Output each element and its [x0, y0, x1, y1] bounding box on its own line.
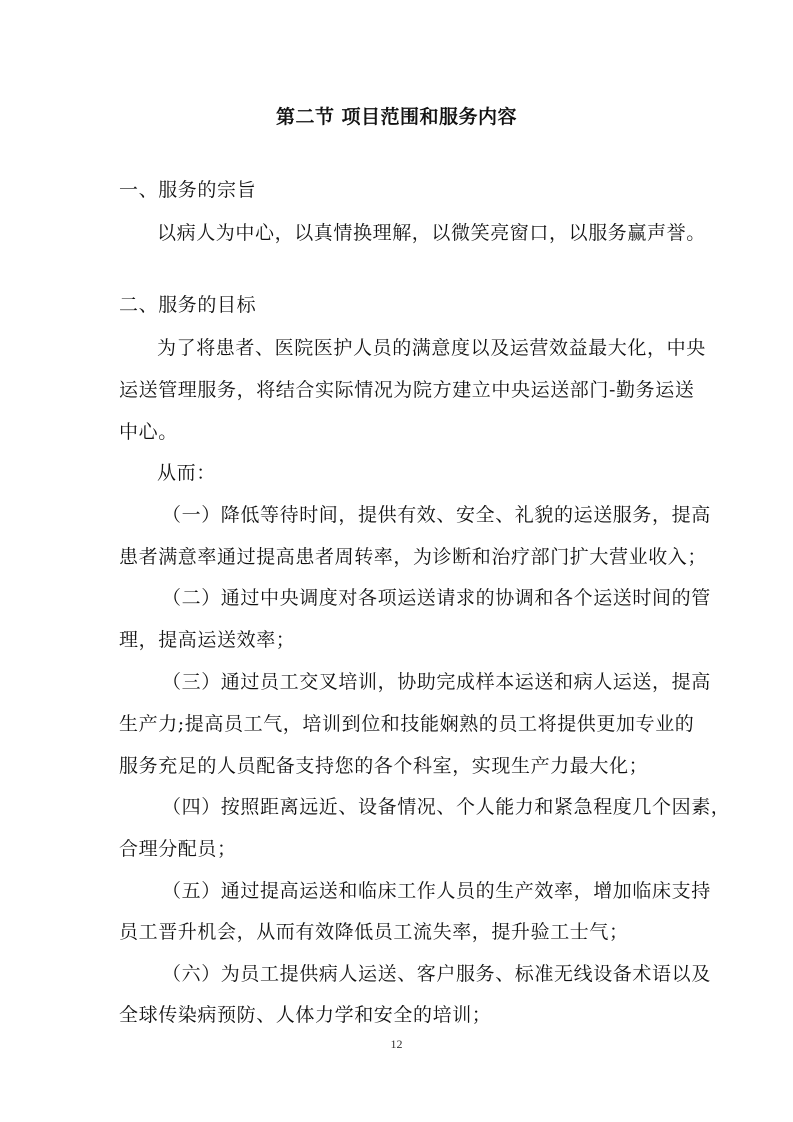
goals-intro-line: 中心。: [119, 421, 178, 443]
goal-item-line: （五）通过提高运送和临床工作人员的生产效率，增加临床支持: [162, 880, 711, 902]
goal-item-line: （六）为员工提供病人运送、客户服务、标准无线设备术语以及: [162, 963, 711, 985]
goals-intro-line: 为了将患者、医院医护人员的满意度以及运营效益最大化，中央: [157, 337, 706, 359]
goal-item-line: 理，提高运送效率；: [119, 629, 296, 651]
goal-item-line: 员工晋升机会，从而有效降低员工流失率，提升验工士气；: [119, 921, 629, 943]
page-title: 第二节 项目范围和服务内容: [275, 106, 518, 128]
goal-item-line: 服务充足的人员配备支持您的各个科室，实现生产力最大化；: [119, 755, 649, 777]
goal-item-line: 患者满意率通过提高患者周转率，为诊断和治疗部门扩大营业收入；: [119, 546, 708, 568]
goals-lead-text: 从而：: [157, 462, 216, 484]
goal-item-line: （三）通过员工交叉培训，协助完成样本运送和病人运送，提高: [162, 671, 711, 693]
goal-item-line: （四）按照距离远近、设备情况、个人能力和紧急程度几个因素，: [162, 796, 731, 818]
page-number: 12: [390, 1037, 403, 1051]
section-heading-purpose: 一、服务的宗旨: [119, 179, 257, 201]
goal-item-line: 合理分配员；: [119, 838, 237, 860]
goal-item-line: （一）降低等待时间，提供有效、安全、礼貌的运送服务，提高: [162, 504, 711, 526]
goal-item-line: （二）通过中央调度对各项运送请求的协调和各个运送时间的管: [162, 587, 711, 609]
goals-intro-line: 运送管理服务，将结合实际情况为院方建立中央运送部门-勤务运送: [119, 379, 695, 401]
section-heading-goals: 二、服务的目标: [119, 294, 257, 316]
goal-item-line: 全球传染病预防、人体力学和安全的培训；: [119, 1004, 492, 1026]
goal-item-line: 生产力;提高员工气，培训到位和技能娴熟的员工将提供更加专业的: [119, 713, 695, 735]
purpose-text: 以病人为中心，以真情换理解，以微笑亮窗口，以服务赢声誉。: [157, 222, 706, 244]
